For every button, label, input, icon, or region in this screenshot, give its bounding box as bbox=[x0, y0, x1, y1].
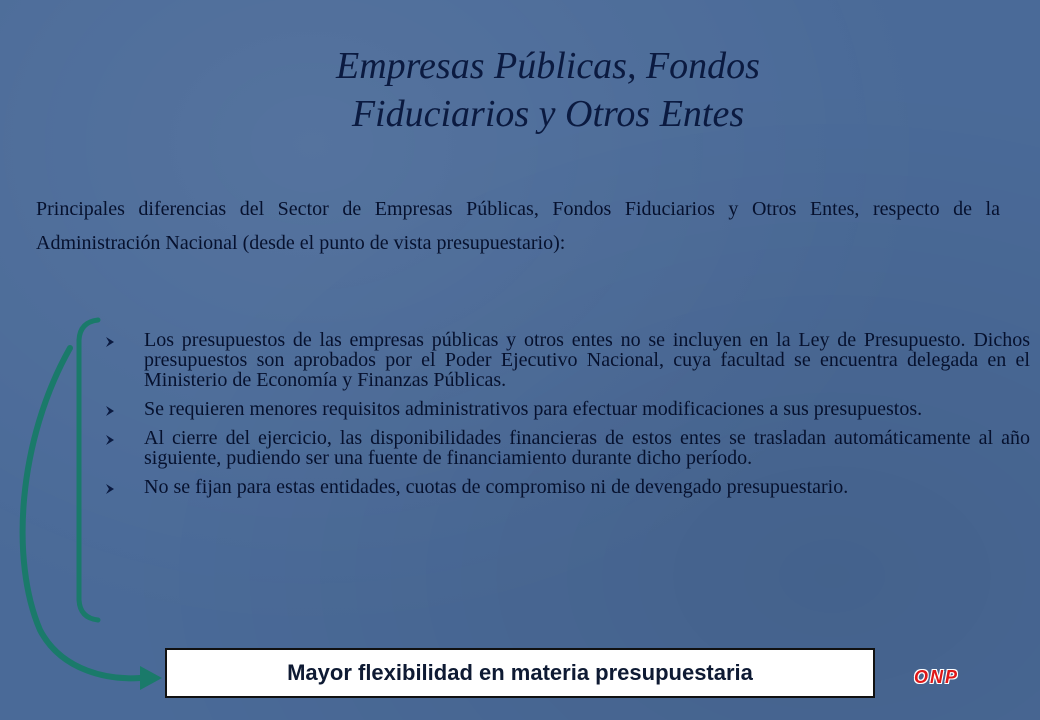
title-line-1: Empresas Públicas, Fondos bbox=[336, 45, 760, 87]
bullet-text: Se requieren menores requisitos administrativos para efectuar modificaciones a sus presupuestos. bbox=[144, 398, 923, 420]
conclusion-box: Mayor flexibilidad en materia presupuestaria bbox=[165, 648, 875, 698]
bullet-text: Al cierre del ejercicio, las disponibilidades financieras de estos entes se trasladan automáticamente al año siguiente, pudiendo ser una fuente de financiamiento durante dicho período. bbox=[144, 427, 1030, 469]
title-line-2: Fiduciarios y Otros Entes bbox=[351, 93, 745, 135]
arrowhead-bullet-icon bbox=[104, 405, 116, 417]
onp-logo: ONP bbox=[914, 667, 960, 687]
intro-paragraph: Principales diferencias del Sector de Empresas Públicas, Fondos Fiduciarios y Otros Entes, respecto de la Administración Nacional (desde el punto de vista presupuestario): bbox=[36, 198, 1000, 254]
bullet-text: No se fijan para estas entidades, cuotas de compromiso ni de devengado presupuestario. bbox=[144, 476, 849, 498]
list-item bbox=[104, 428, 1030, 468]
arrowhead-bullet-icon bbox=[104, 336, 116, 348]
arrowhead-bullet-icon bbox=[104, 483, 116, 495]
bullet-list bbox=[104, 330, 1030, 506]
list-item bbox=[104, 477, 1030, 497]
arrowhead-bullet-icon bbox=[104, 434, 116, 446]
bullet-text: Los presupuestos de las empresas públicas y otros entes no se incluyen en la Ley de Presupuesto. Dichos presupuestos son aprobados por el Poder Ejecutivo Nacional, cuya facultad se encuentra delegada en el Ministerio de Economía y Finanzas Públicas. bbox=[144, 329, 1030, 391]
list-item bbox=[104, 399, 1030, 419]
slide-title bbox=[0, 42, 1040, 138]
list-item bbox=[104, 330, 1030, 390]
